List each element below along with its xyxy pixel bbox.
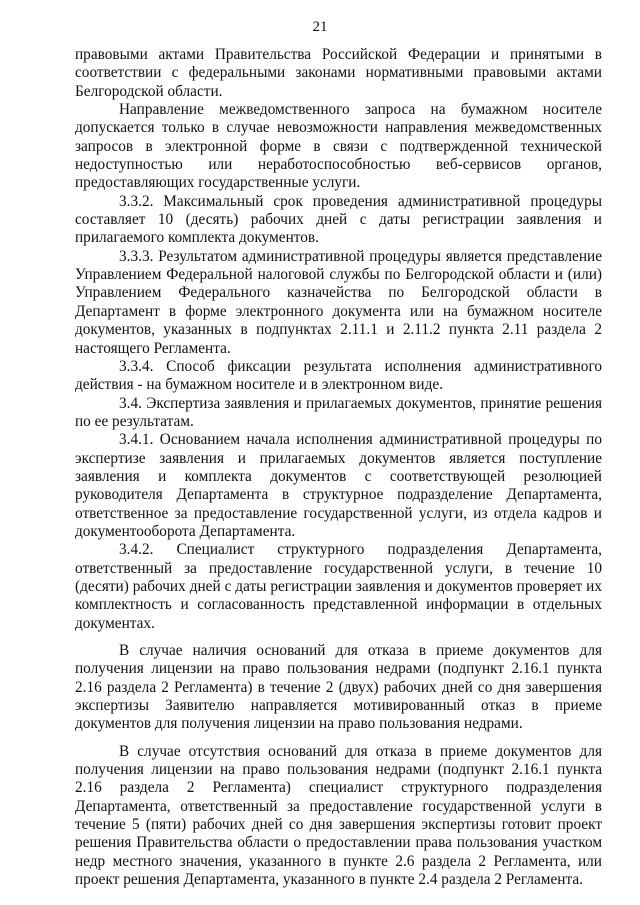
paragraph-3-4-2: 3.4.2. Специалист структурного подразделения Департамента, ответственный за предоставление государственной услуги, в течение 10 (десяти) рабочих дней с даты регистрации заявления и документов проверяет их комплектность и согласованность представленной информации в отдельных документах. [75, 541, 602, 632]
paragraph-3-4-1: 3.4.1. Основанием начала исполнения административной процедуры по экспертизе заявления и прилагаемых документов является поступление заявления и комплекта документов с соответствующей резолюцией руководителя Департамента в структурное подразделение Департамента, ответственное за предоставление государственной услуги, из отдела кадров и документооборота Департамента. [75, 431, 602, 540]
document-body [75, 46, 602, 889]
paragraph-3-3-4: 3.3.4. Способ фиксации результата исполнения административного действия - на бумажном носителе и в электронном виде. [75, 357, 602, 394]
page-number: 21 [312, 19, 328, 35]
paragraph-no-refusal-case: В случае отсутствия оснований для отказа в приеме документов для получения лицензии на право пользования недрами (подпункт 2.16.1 пункта 2.16 раздела 2 Регламента) специалист структурного подразделения Департамента, ответственный за предоставление государственной услуги в течение 5 (пяти) рабочих дней со дня завершения экспертизы готовит проект решения Правительства области о предоставлении права пользования участком недр местного значения, указанного в пункте 2.6 раздела 2 Регламента, или проект решения Департамента, указанного в пункте 2.4 раздела 2 Регламента. [75, 742, 602, 889]
paragraph-refusal-case: В случае наличия оснований для отказа в приеме документов для получения лицензии на право пользования недрами (подпункт 2.16.1 пункта 2.16 раздела 2 Регламента) в течение 2 (двух) рабочих дней со дня завершения экспертизы Заявителю направляется мотивированный отказ в приеме документов для получения лицензии на право пользования недрами. [75, 642, 602, 733]
paragraph-3-3-2: 3.3.2. Максимальный срок проведения административной процедуры составляет 10 (десять) рабочих дней с даты регистрации заявления и прилагаемого комплекта документов. [75, 192, 602, 247]
paragraph-interagency-request: Направление межведомственного запроса на бумажном носителе допускается только в случае невозможности направления межведомственных запросов в электронной форме в связи с подтвержденной технической недоступностью или неработоспособностью веб-сервисов органов, предоставляющих государственные услуги. [75, 101, 602, 192]
paragraph-continuation: правовыми актами Правительства Российской Федерации и принятыми в соответствии с федеральными законами нормативными правовыми актами Белгородской области. [75, 46, 602, 100]
paragraph-3-3-3: 3.3.3. Результатом административной процедуры является представление Управлением Федеральной налоговой службы по Белгородской области и (или) Управлением Федерального казначейства по Белгородской области в Департамент в форме электронного документа или на бумажном носителе документов, указанных в подпунктах 2.11.1 и 2.11.2 пункта 2.11 раздела 2 настоящего Регламента. [75, 247, 602, 357]
paragraph-3-4: 3.4. Экспертиза заявления и прилагаемых документов, принятие решения по ее результатам. [75, 394, 602, 430]
